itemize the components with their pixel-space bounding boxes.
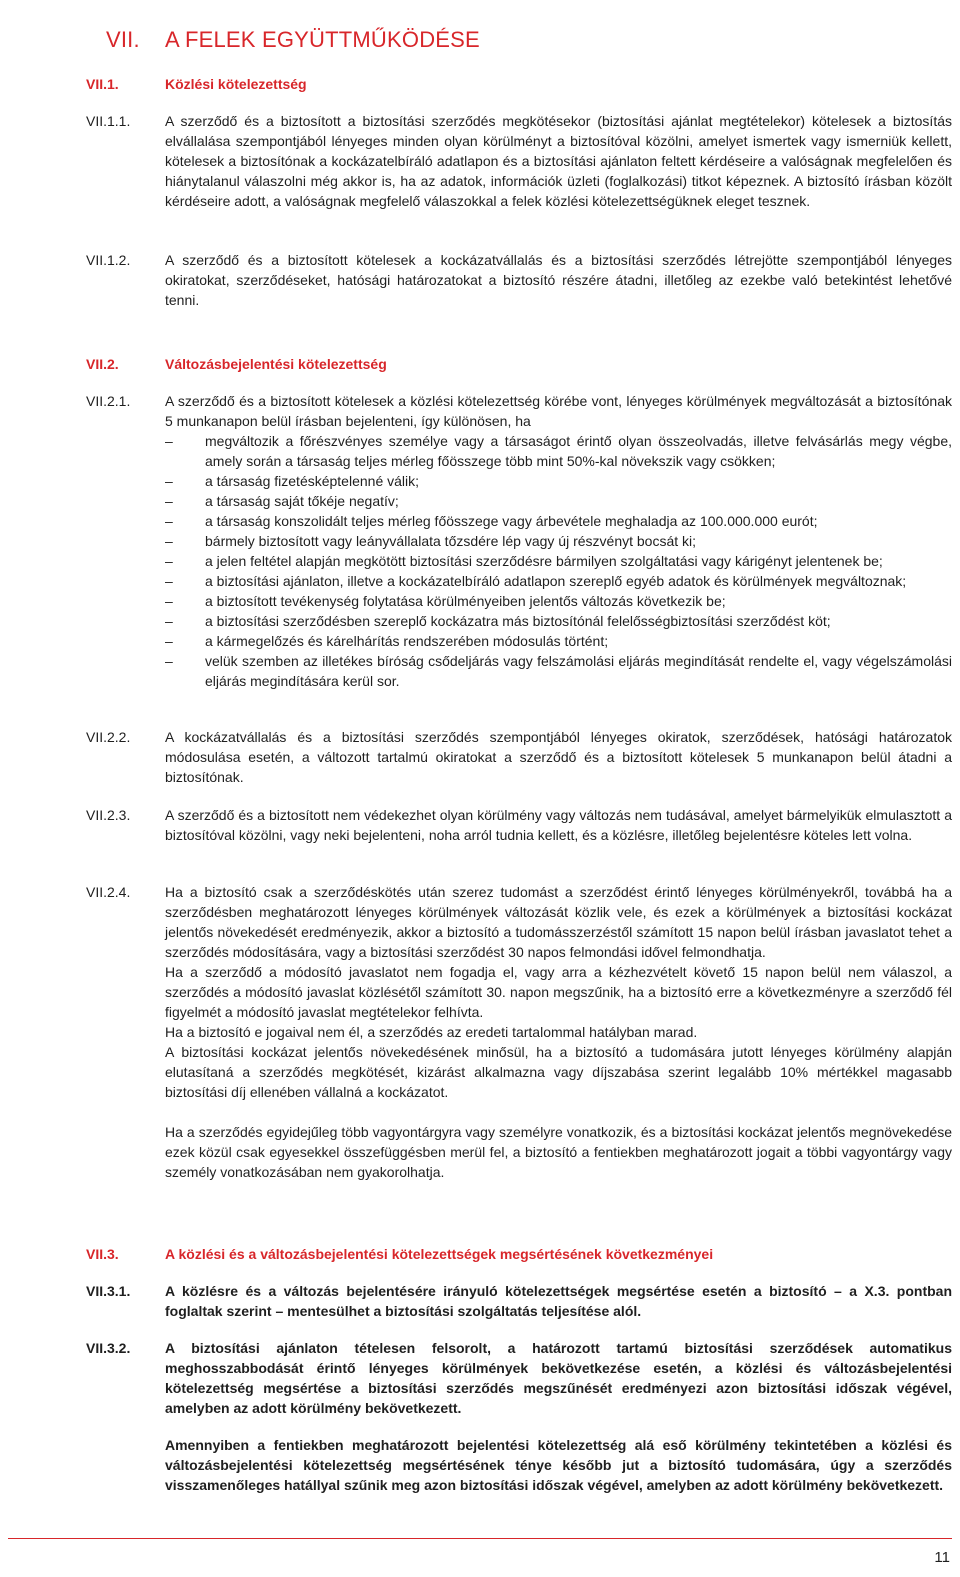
clause-text: A közlésre és a változás bejelentésére irányuló kötelezettségek megsértése esetén a biztosító – a X.3. pontban foglaltak szerint – mentesülhet a biztosítási szolgáltatás teljesítése alól. <box>165 1283 952 1319</box>
list-item: – a társaság fizetésképtelenné válik; <box>165 473 420 489</box>
clause-vii-1-2 <box>86 250 952 310</box>
section-number: VII.1. <box>86 76 119 92</box>
list-item: – a jelen feltétel alapján megkötött biztosítási szerződésre bármilyen szolgáltatási vagy kárigényt jelentenek be; <box>165 553 883 569</box>
list-item: – a társaság konszolidált teljes mérleg főösszege vagy árbevétele meghaladja az 100.000.000 eurót; <box>165 513 818 529</box>
clause-paragraph: Amennyiben a fentiekben meghatározott bejelentési kötelezettség alá eső körülmény tekintetében a közlési és változásbejelentési kötelezettség megsértésének ténye később jut a biztosító tudomására, úgy a szerződés visszamenőleges hatállyal szűnik meg azon biztosítási időszak végével, amelyben az adott körülmény bekövetkezett. <box>165 1437 952 1493</box>
list-item: – a biztosítási ajánlaton, illetve a kockázatelbíráló adatlapon szereplő egyéb adatok és körülmények megváltoznak; <box>165 573 907 589</box>
clause-paragraph: A biztosítási ajánlaton tételesen felsorolt, a határozott tartamú biztosítási szerződések automatikus meghosszabbodását érintő lényeges körülmények bekövetkezése esetén, a közlési és változásbejelentési kötelezettség megsértése a biztosítási szerződés megszűnését eredményezi azon biztosítási időszak végével, amelyben az adott körülmény bekövetkezett. <box>165 1340 952 1416</box>
clause-vii-3-1 <box>86 1281 952 1321</box>
section-number: VII.3. <box>86 1246 119 1262</box>
clause-number: VII.2.3. <box>86 807 131 823</box>
list-item: – a kármegelőzés és kárelhárítás rendszerében módosulás történt; <box>165 633 609 649</box>
clause-number: VII.1.2. <box>86 252 131 268</box>
clause-vii-2-1 <box>86 391 952 691</box>
clause-text: A szerződő és a biztosított a biztosítási szerződés megkötésekor (biztosítási ajánlat megtételekor) kötelesek a biztosítás elvállalása szempontjából lényeges minden olyan körülményt a biztosítóval közölni, amelyet ismertek vagy ismerniük kellett, kötelesek a biztosítónak a kockázatelbíráló adatlapon és a biztosítási ajánlaton feltett kérdéseire a valóságnak megfelelően és hiánytalanul válaszolni még akkor is, ha az adatok, információk üzleti (foglalkozási) titkot képeznek. A biztosító írásban közölt kérdéseire adott, a valóságnak megfelelő válaszokkal a felek közlési kötelezettségüknek eleget tesznek. <box>165 113 952 209</box>
footer-divider <box>8 1538 952 1539</box>
change-list <box>165 431 952 691</box>
clause-vii-2-3 <box>86 805 952 845</box>
clause-number: VII.2.1. <box>86 393 131 409</box>
clause-vii-1-1 <box>86 111 952 211</box>
clause-text: A szerződő és a biztosított kötelesek a kockázatvállalás és a biztosítási szerződés létrejötte szempontjából lényeges okiratokat, szerződéseket, hatósági határozatokat a biztosító részére átadni, illetőleg az ezekbe való betekintést lehetővé tenni. <box>165 252 952 308</box>
clause-number: VII.2.4. <box>86 884 131 900</box>
chapter-heading <box>106 27 480 53</box>
chapter-number: VII. <box>106 27 140 52</box>
clause-number: VII.3.2. <box>86 1340 131 1356</box>
list-item: – a biztosított tevékenység folytatása körülményeiben jelentős változás következik be; <box>165 593 726 609</box>
list-item: – bármely biztosított vagy leányvállalata tőzsdére lép vagy új részvényt bocsát ki; <box>165 533 697 549</box>
clause-number: VII.2.2. <box>86 729 131 745</box>
list-item: – megváltozik a főrészvényes személye vagy a társaságot érintő olyan összeolvadás, illetve felvásárlás megy végbe, amely során a társaság teljes mérleg főösszege több mint 50%-kal növekszik vagy csökken; <box>165 433 952 469</box>
chapter-title: A FELEK EGYÜTTMŰKÖDÉSE <box>165 27 480 52</box>
clause-intro: A szerződő és a biztosított kötelesek a közlési kötelezettség körébe vont, lényeges körülmények megváltozását a biztosítónak 5 munkanapon belül írásban bejelenteni, így különösen, ha <box>165 393 952 429</box>
section-heading-vii-3 <box>86 1244 952 1264</box>
clause-paragraph: Ha a biztosító csak a szerződéskötés után szerez tudomást a szerződést érintő lényeges körülményekről, továbbá ha a szerződésben meghatározott lényeges körülmények változását közlik vele, és ezek a körülmények a biztosítási kockázat jelentős növekedését eredményezik, akkor a biztosító a tudomásszerzéstől számított 15 napon belül írásban javaslatot tehet a szerződés módosítására, vagy a biztosítási szerződést 30 napos felmondási idővel felmondhatja. <box>165 884 952 960</box>
clause-paragraph: Ha a szerződés egyidejűleg több vagyontárgyra vagy személyre vonatkozik, és a biztosítási kockázat jelentős megnövekedése ezek közül csak egyesekkel összefüggésben merül fel, a biztosító a fentiekben meghatározott jogait a többi vagyontárgy vagy személy vonatkozásában nem gyakorolhatja. <box>165 1124 952 1180</box>
clause-number: VII.3.1. <box>86 1283 131 1299</box>
section-heading-vii-1 <box>86 74 952 94</box>
section-number: VII.2. <box>86 356 119 372</box>
clause-vii-2-2 <box>86 727 952 787</box>
section-title: A közlési és a változásbejelentési kötelezettségek megsértésének következményei <box>165 1246 714 1262</box>
clause-text: A kockázatvállalás és a biztosítási szerződés szempontjából lényeges okiratok, szerződések, hatósági határozatok módosulása esetén, a változott tartalmú okiratokat a szerződő és a biztosított kötelesek 5 munkanapon belül átadni a biztosítónak. <box>165 729 952 785</box>
clause-paragraph: A biztosítási kockázat jelentős növekedésének minősül, ha a biztosító a tudomására jutott lényeges körülmény alapján elutasítaná a szerződés megkötését, kizárást alkalmazna vagy díjszabása szerint legalább 10% mértékkel magasabb biztosítási díj ellenében vállalná a kockázatot. <box>165 1044 952 1100</box>
clause-vii-2-4 <box>86 882 952 1182</box>
section-heading-vii-2 <box>86 354 952 374</box>
list-item: – velük szemben az illetékes bíróság csődeljárás vagy felszámolási eljárás megindítását rendelte el, vagy végelszámolási eljárás megindítására kerül sor. <box>165 653 952 689</box>
section-title: Változásbejelentési kötelezettség <box>165 356 387 372</box>
page-number: 11 <box>934 1549 950 1566</box>
section-title: Közlési kötelezettség <box>165 76 307 92</box>
list-item: – a biztosítási szerződésben szereplő kockázatra más biztosítónál felelősségbiztosítási szerződést köt; <box>165 613 831 629</box>
clause-number: VII.1.1. <box>86 113 131 129</box>
clause-paragraph: Ha a biztosító e jogaival nem él, a szerződés az eredeti tartalommal hatályban marad. <box>165 1024 698 1040</box>
clause-vii-3-2 <box>86 1338 952 1495</box>
list-item: – a társaság saját tőkéje negatív; <box>165 493 399 509</box>
clause-text: A szerződő és a biztosított nem védekezhet olyan körülmény vagy változás nem tudásával, amelyet bármelyikük elmulasztott a biztosítóval közölni, vagy neki bejelenteni, noha arról tudnia kellett, és a közlésre, illetőleg bejelentésre köteles lett volna. <box>165 807 952 843</box>
clause-paragraph: Ha a szerződő a módosító javaslatot nem fogadja el, vagy arra a kézhezvételt követő 15 napon belül nem válaszol, a szerződés a módosító javaslat közlésétől számított 30. napon megszűnik, ha a biztosító erre a következményre a szerződő fél figyelmét a módosító javaslat megtételekor felhívta. <box>165 964 952 1020</box>
